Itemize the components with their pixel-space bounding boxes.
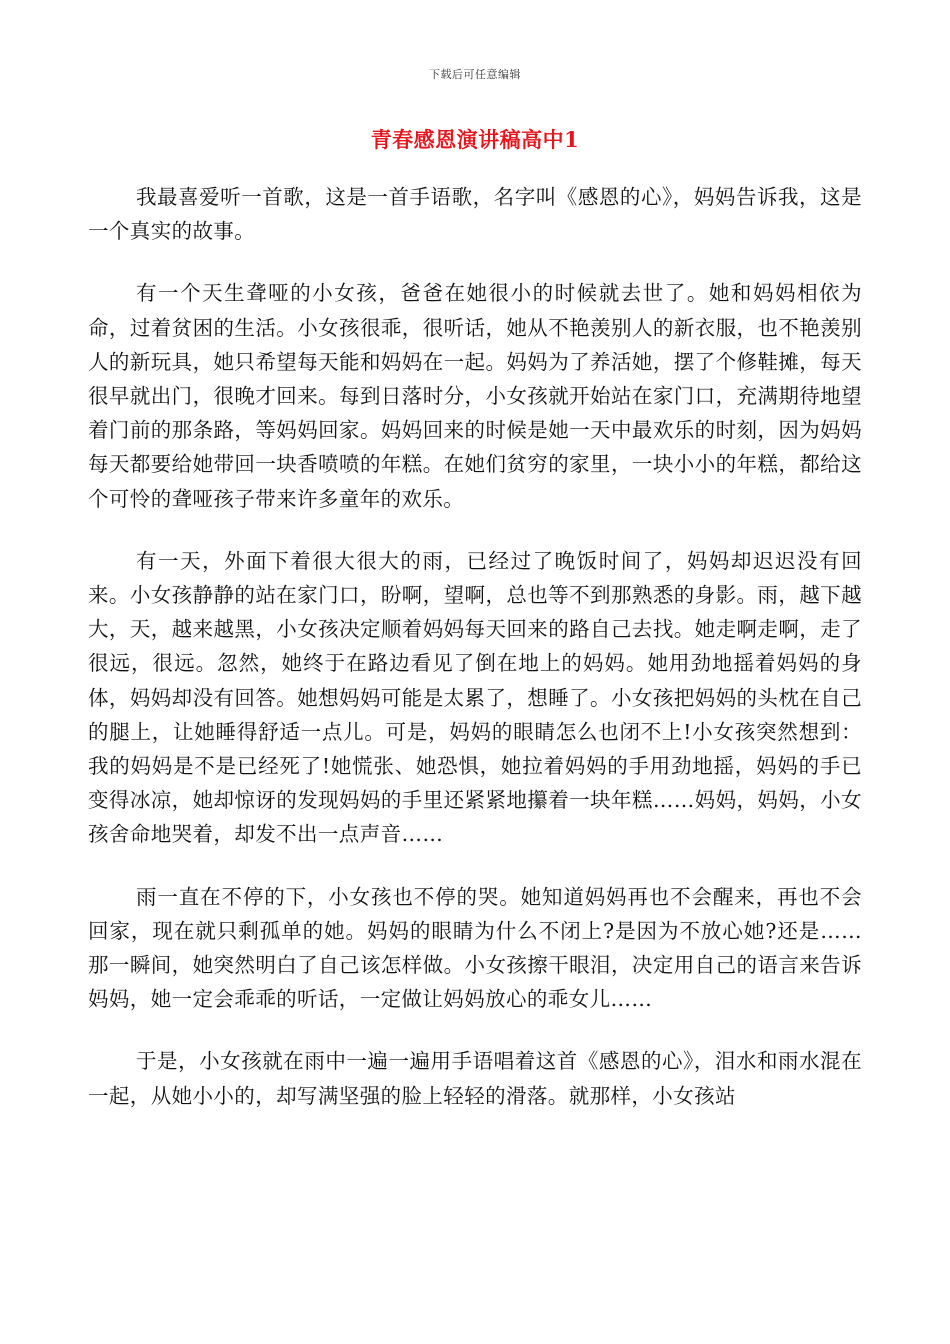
paragraph-1: 我最喜爱听一首歌，这是一首手语歌，名字叫《感恩的心》，妈妈告诉我，这是一个真实的故事。 <box>88 185 862 244</box>
paragraph-5: 于是，小女孩就在雨中一遍一遍用手语唱着这首《感恩的心》，泪水和雨水混在一起，从她小小的，却写满坚强的脸上轻轻的滑落。就那样，小女孩站 <box>88 1049 862 1108</box>
document-title: 青春感恩演讲稿高中1 <box>370 127 580 152</box>
paragraph-4: 雨一直在不停的下，小女孩也不停的哭。她知道妈妈再也不会醒来，再也不会回家，现在就只剩孤单的她。妈妈的眼睛为什么不闭上?是因为不放心她?还是……那一瞬间，她突然明白了自己该怎样做。小女孩擦干眼泪，决定用自己的语言来告诉妈妈，她一定会乖乖的听话，一定做让妈妈放心的乖女儿…… <box>88 884 862 1012</box>
header-note: 下载后可任意编辑 <box>429 68 521 81</box>
paragraph-2: 有一个天生聋哑的小女孩，爸爸在她很小的时候就去世了。她和妈妈相依为命，过着贫困的生活。小女孩很乖，很听话，她从不艳羡别人的新衣服，也不艳羡别人的新玩具，她只希望每天能和妈妈在一起。妈妈为了养活她，摆了个修鞋摊，每天很早就出门，很晚才回来。每到日落时分，小女孩就开始站在家门口，充满期待地望着门前的那条路，等妈妈回家。妈妈回来的时候是她一天中最欢乐的时刻，因为妈妈每天都要给她带回一块香喷喷的年糕。在她们贫穷的家里，一块小小的年糕，都给这个可怜的聋哑孩子带来许多童年的欢乐。 <box>88 281 862 511</box>
paragraph-3: 有一天，外面下着很大很大的雨，已经过了晚饭时间了，妈妈却迟迟没有回来。小女孩静静的站在家门口，盼啊，望啊，总也等不到那熟悉的身影。雨，越下越大，天，越来越黑，小女孩决定顺着妈妈每天回来的路自己去找。她走啊走啊，走了很远，很远。忽然，她终于在路边看见了倒在地上的妈妈。她用劲地摇着妈妈的身体，妈妈却没有回答。她想妈妈可能是太累了，想睡了。小女孩把妈妈的头枕在自己的腿上，让她睡得舒适一点儿。可是，妈妈的眼睛怎么也闭不上!小女孩突然想到：我的妈妈是不是已经死了!她慌张、她恐惧，她拉着妈妈的手用劲地摇，妈妈的手已变得冰凉，她却惊讶的发现妈妈的手里还紧紧地攥着一块年糕……妈妈，妈妈，小女孩舍命地哭着，却发不出一点声音…… <box>88 548 862 847</box>
document-body <box>88 180 862 1141</box>
